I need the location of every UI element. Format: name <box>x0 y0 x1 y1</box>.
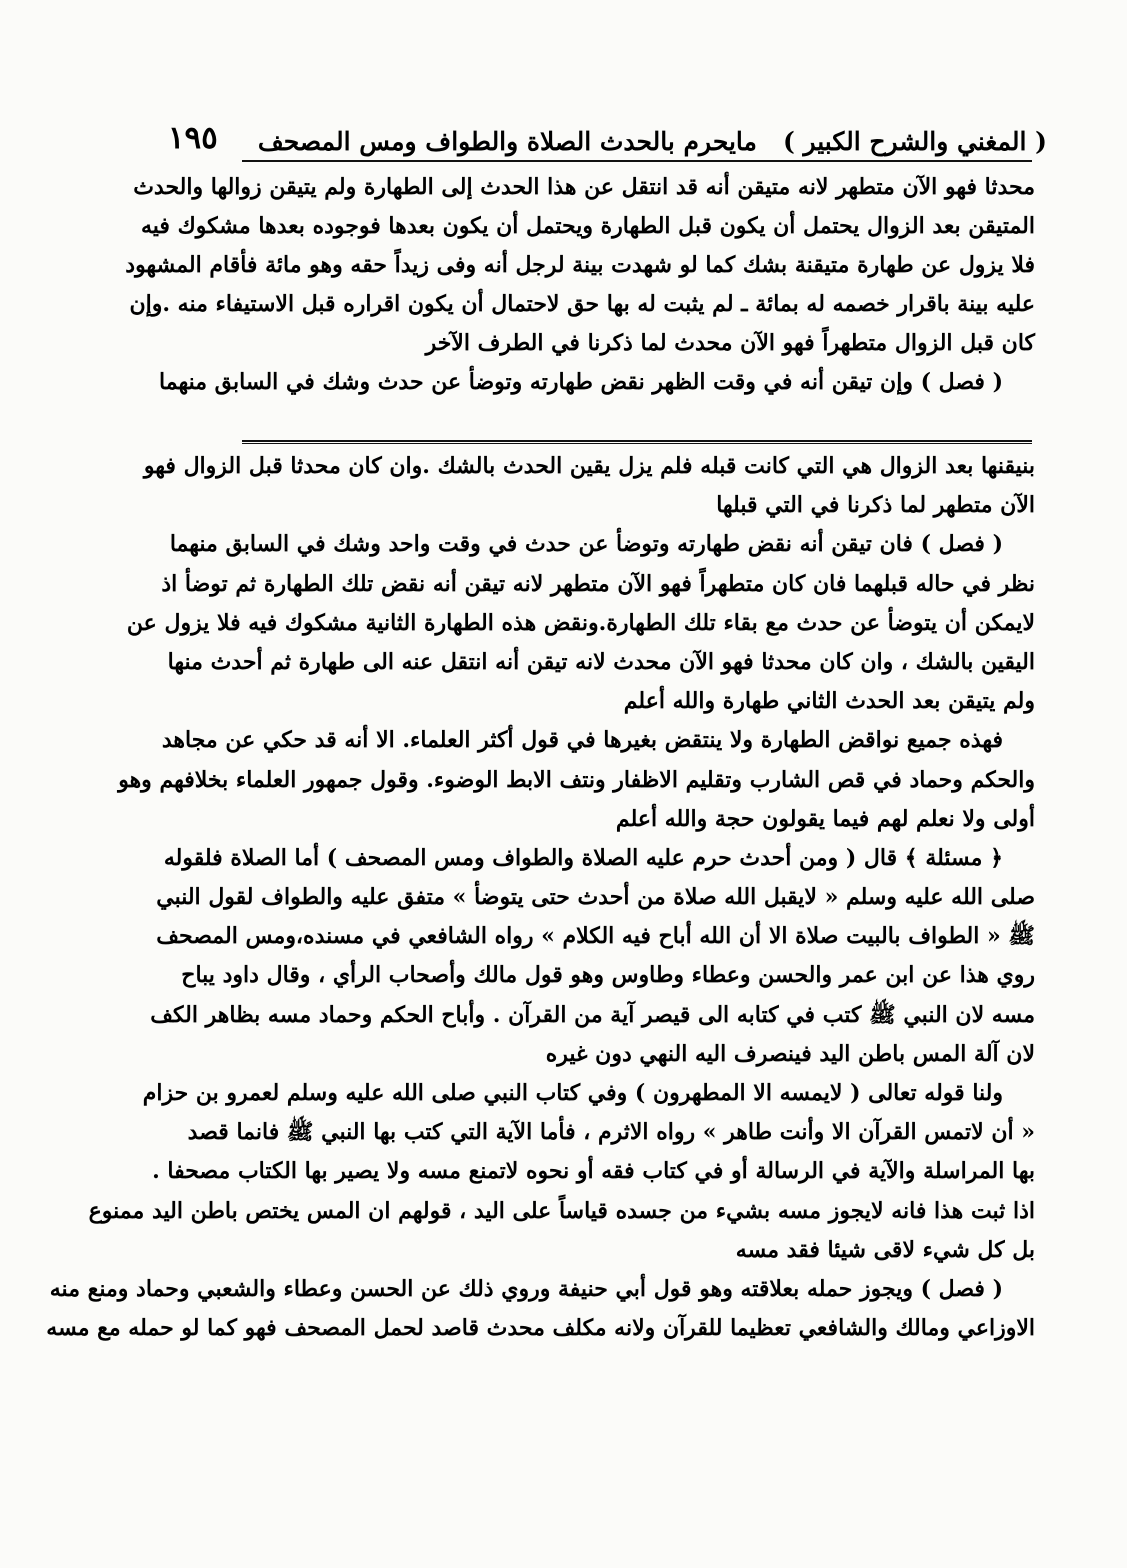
text-line: صلى الله عليه وسلم « لايقبل الله صلاة من أحدث حتى يتوضأ » متفق عليه والطواف لقول النبي <box>156 884 1035 911</box>
commentary-block <box>125 168 1035 402</box>
text-line: الآن متطهر لما ذكرنا في التي قبلها <box>716 492 1035 519</box>
text-line: ﴿ مسئلة ﴾ قال ( ومن أحدث حرم عليه الصلاة والطواف ومس المصحف ) أما الصلاة فلقوله <box>163 844 1003 871</box>
text-line: كان قبل الزوال متطهراً فهو الآن محدث لما ذكرنا في الطرف الآخر <box>425 330 1035 356</box>
text-line: ولنا قوله تعالى ( لايمسه الا المطهرون ) وفي كتاب النبي صلى الله عليه وسلم لعمرو بن حزام <box>142 1080 1003 1106</box>
text-line: مسه لان النبي ﷺ كتب في كتابه الى قيصر آية من القرآن . وأباح الحكم وحماد مسه بظاهر الكف <box>150 1001 1035 1028</box>
text-line: محدثا فهو الآن متطهر لانه متيقن أنه قد انتقل عن هذا الحدث إلى الطهارة ولم يتيقن زوالها والحدث <box>133 174 1035 200</box>
text-line: فلا يزول عن طهارة متيقنة بشك كما لو شهدت بينة لرجل أنه وفى زيداً حقه وهو مائة فأقام المشهود <box>125 252 1035 278</box>
chapter-title: مايحرم بالحدث الصلاة والطواف ومس المصحف <box>257 127 757 156</box>
text-line: نظر في حاله قبلهما فان كان متطهراً فهو الآن متطهر لانه تيقن أنه نقض تلك الطهارة ثم توضأ اذ <box>161 570 1035 597</box>
text-line: بل كل شيء لاقى شيئا فقد مسه <box>735 1236 1035 1263</box>
section-divider <box>242 440 1032 442</box>
main-text-block <box>46 447 1035 1348</box>
page-header <box>167 112 1047 156</box>
text-line: بنيقنها بعد الزوال هي التي كانت قبله فلم يزل يقين الحدث بالشك .وان كان محدثا قبل الزوال فهو <box>143 453 1035 479</box>
text-line: أولى ولا نعلم لهم فيما يقولون حجة والله أعلم <box>615 805 1035 832</box>
header-rule <box>242 160 1032 162</box>
book-title: ( المغني والشرح الكبير ) <box>782 127 1047 156</box>
text-line: الاوزاعي ومالك والشافعي تعظيما للقرآن ولانه مكلف محدث قاصد لحمل المصحف فهو كما لو حمله مع مسه <box>46 1315 1035 1342</box>
text-line: اذا ثبت هذا فانه لايجوز مسه بشيء من جسده قياساً على اليد ، قولهم ان المس يختص باطن اليد ممنوع <box>88 1197 1035 1224</box>
text-line: والحكم وحماد في قص الشارب وتقليم الاظفار ونتف الابط الوضوء. وقول جمهور العلماء بخلافهم وهو <box>118 766 1035 793</box>
text-line: لان آلة المس باطن اليد فينصرف اليه النهي دون غيره <box>545 1040 1035 1067</box>
text-line: « أن لاتمس القرآن الا وأنت طاهر » رواه الاثرم ، فأما الآية التي كتب بها النبي ﷺ فانما قصد <box>187 1119 1035 1146</box>
page-number: ١٩٥ <box>167 120 218 156</box>
section-divider-thin <box>242 443 1032 444</box>
text-line: ( فصل ) ويجوز حمله بعلاقته وهو قول أبي حنيفة وروي ذلك عن الحسن وعطاء والشعبي وحماد ومنع منه <box>49 1275 1003 1302</box>
text-line: ( فصل ) فان تيقن أنه نقض طهارته وتوضأ عن حدث في وقت واحد وشك في السابق منهما <box>169 531 1003 558</box>
text-line: ( فصل ) وإن تيقن أنه في وقت الظهر نقض طهارته وتوضأ عن حدث وشك في السابق منهما <box>159 369 1003 395</box>
text-line: ولم يتيقن بعد الحدث الثاني طهارة والله أعلم <box>623 688 1035 715</box>
text-line: اليقين بالشك ، وان كان محدثا فهو الآن محدث لانه تيقن أنه انتقل عنه الى طهارة ثم أحدث منها <box>167 648 1035 675</box>
text-line: ﷺ « الطواف بالبيت صلاة الا أن الله أباح فيه الكلام » رواه الشافعي في مسنده،ومس المصحف <box>156 923 1035 950</box>
text-line: لايمكن أن يتوضأ عن حدث مع بقاء تلك الطهارة.ونقض هذه الطهارة الثانية مشكوك فيه فلا يزول عن <box>126 609 1035 636</box>
text-line: فهذه جميع نواقض الطهارة ولا ينتقض بغيرها في قول أكثر العلماء. الا أنه قد حكي عن مجاهد <box>161 727 1003 754</box>
text-line: روي هذا عن ابن عمر والحسن وعطاء وطاوس وهو قول مالك وأصحاب الرأي ، وقال داود يباح <box>181 962 1035 989</box>
text-line: المتيقن بعد الزوال يحتمل أن يكون قبل الطهارة ويحتمل أن يكون بعدها فوجوده بعدها مشكوك فيه <box>141 213 1035 239</box>
text-line: بها المراسلة والآية في الرسالة أو في كتاب فقه أو نحوه لاتمنع مسه ولا يصير بها الكتاب مصحفا . <box>152 1158 1035 1185</box>
text-line: عليه بينة باقرار خصمه له بمائة ـ لم يثبت له بها حق لاحتمال أن يكون اقراره قبل الاستيفاء منه .وإن <box>129 291 1035 317</box>
